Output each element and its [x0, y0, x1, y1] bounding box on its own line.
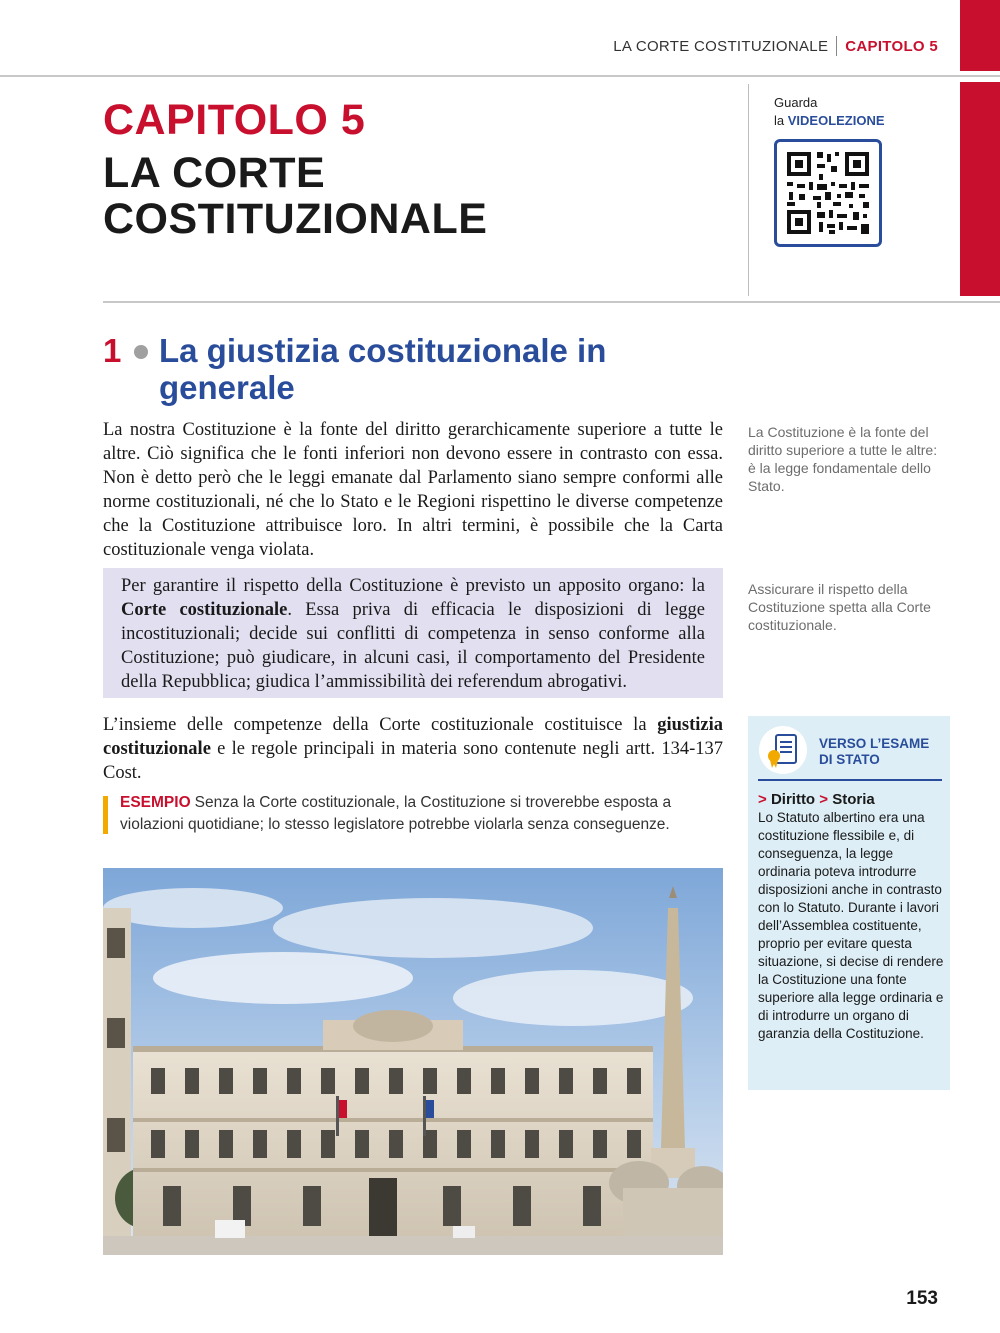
- video-lesson-link[interactable]: VIDEOLEZIONE: [787, 113, 885, 128]
- chapter-title: [103, 150, 487, 242]
- esempio-text: Senza la Corte costituzionale, la Costituzione si troverebbe esposta a violazioni quotidiane; lo stesso legislatore potrebbe violarla senza conseguenze.: [120, 794, 672, 833]
- section-rule: [103, 301, 1000, 303]
- title-divider: [748, 84, 749, 296]
- esame-subject-path: [758, 791, 875, 808]
- highlight-box: [103, 568, 723, 698]
- running-header: [613, 36, 938, 56]
- header-rule: [0, 75, 1000, 77]
- highlight-text-before: Per garantire il rispetto della Costituzione è previsto un apposito organo: la: [121, 576, 705, 596]
- section-title: La giustizia costituzionale in generale: [159, 332, 607, 406]
- qr-code-icon[interactable]: [774, 139, 882, 247]
- qr-code-graphic: [777, 142, 879, 244]
- video-lesson-label[interactable]: [774, 94, 885, 130]
- arrow-right-icon: >: [758, 791, 767, 808]
- chapter-title-line1: LA CORTE: [103, 149, 326, 197]
- esame-path-to: Storia: [832, 791, 875, 808]
- paragraph-competenze: [103, 713, 723, 785]
- chapter-tab-side: [960, 82, 1000, 296]
- verso-esame-box: [748, 716, 950, 1090]
- header-separator: [836, 36, 837, 56]
- certificate-icon-graphic: [759, 726, 807, 774]
- sidenote-2: Assicurare il rispetto della Costituzione spetta alla Corte costituzionale.: [748, 581, 931, 633]
- certificate-icon: [759, 726, 807, 774]
- paragraph3-term: giustizia costituzionale: [103, 715, 723, 759]
- running-chapter: CAPITOLO 5: [845, 37, 938, 55]
- chapter-title-line2: COSTITUZIONALE: [103, 195, 488, 243]
- paragraph-intro: La nostra Costituzione è la fonte del diritto gerarchicamente superiore a tutte le altre. Ciò significa che le fonti inferiori non devono essere in contrasto con essa. Non è detto però che le leggi emanate dal Parlamento siano sempre conformi alle norme costituzionali, né che lo Stato e le Regioni rispettino le diverse competenze che la Costituzione attribuisce loro. In altri termini, è possibile che la Carta costituzionale venga violata.: [103, 420, 723, 560]
- highlight-term: Corte costituzionale: [121, 600, 288, 620]
- chapter-tab-top: [960, 0, 1000, 71]
- page-number: 153: [906, 1288, 938, 1309]
- highlight-text: [121, 574, 705, 694]
- sidenote-1: La Costituzione è la fonte del diritto superiore a tutte le altre: è la legge fondamentale dello Stato.: [748, 424, 938, 494]
- section-number: 1: [103, 332, 122, 369]
- palazzo-della-consulta-photo: [103, 868, 723, 1255]
- highlight-text-after: . Essa priva di efficacia le disposizioni di legge incostituzionali; decide sui conflitti di competenza in senso conforme alla Costituzione; può giudicare, in alcuni casi, il comportamento del Presidente della Repubblica; giudica l’ammissibilità dei referendum abrogativi.: [121, 600, 705, 692]
- running-title: LA CORTE COSTITUZIONALE: [613, 37, 829, 55]
- paragraph3-before: L’insieme delle competenze della Corte costituzionale costituisce la: [103, 715, 658, 735]
- esame-rule: [758, 779, 942, 781]
- video-label-prefix: la: [774, 113, 788, 128]
- esame-title: [819, 736, 929, 768]
- video-label-line1: Guarda: [774, 95, 818, 110]
- esame-text: Lo Statuto albertino era una costituzione flessibile e, di conseguenza, la legge ordinaria poteva introdurre disposizioni anche in contrasto con lo Statuto. Durante i lavori dell’Assemblea costituente, proprio per evitare questa situazione, si decise di rendere la Costituzione una fonte superiore alla legge ordinaria e di introdurre un organo di garanzia della Costituzione.: [758, 810, 944, 1041]
- esame-title-line1: VERSO L’ESAME: [819, 736, 930, 751]
- bullet-dot-icon: [134, 345, 148, 359]
- paragraph3-after: e le regole principali in materia sono contenute negli artt. 134-137 Cost.: [103, 739, 723, 783]
- esame-path-from: Diritto: [770, 791, 816, 808]
- esame-title-line2: DI STATO: [819, 752, 880, 767]
- arrow-right-icon: >: [819, 791, 829, 808]
- chapter-label: CAPITOLO 5: [103, 96, 366, 144]
- palazzo-photo-graphic: [103, 868, 723, 1255]
- esempio-box: [120, 792, 723, 836]
- esempio-tag: ESEMPIO: [120, 794, 191, 811]
- esempio-bar: [103, 796, 108, 834]
